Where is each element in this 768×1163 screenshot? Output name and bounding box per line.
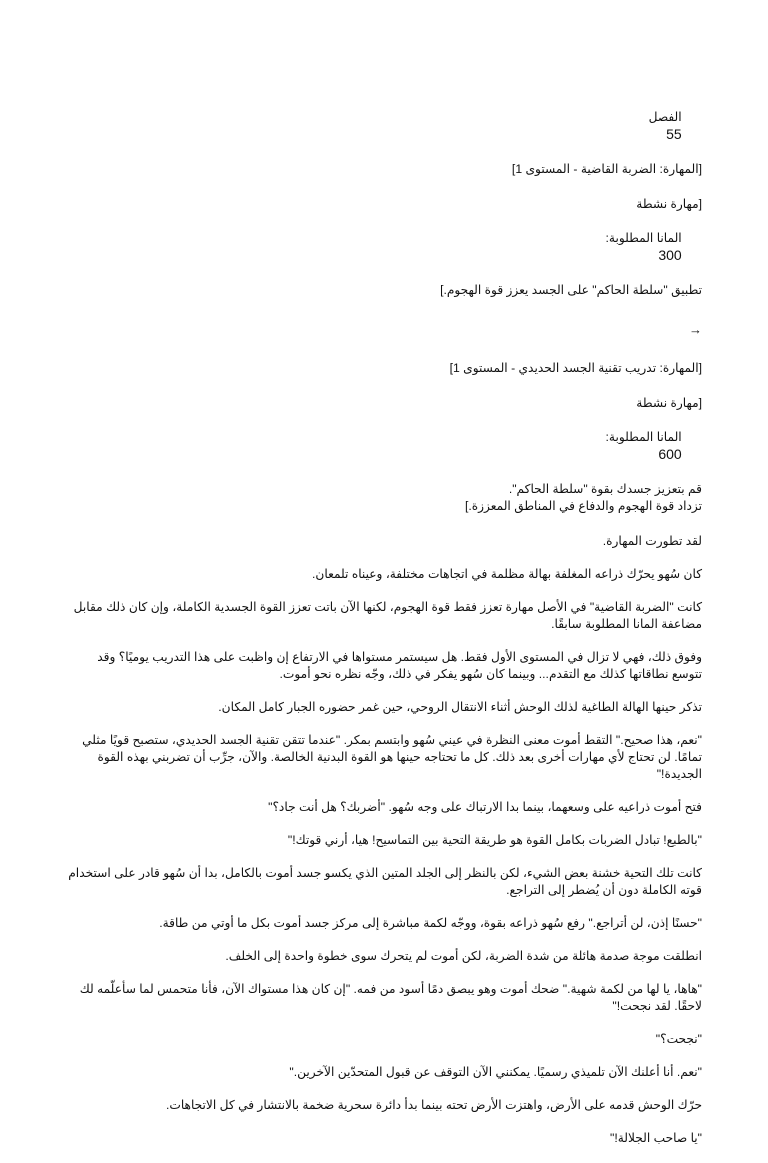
paragraph: وفوق ذلك، فهي لا تزال في المستوى الأول فقط. هل سيستمر مستواها في الارتفاع إن واظبت على هذا التدريب يوميًا؟ وقد تتوسع نطاقاتها كذلك مع التقدم... وبينما كان سُهو يفكر في ذلك، وجّه نظره نحو أموت. bbox=[97, 650, 702, 681]
skill2-effect-2: تزداد قوة الهجوم والدفاع في المناطق المعززة.] bbox=[465, 499, 702, 513]
skill1-mana-value: 300 bbox=[658, 247, 682, 263]
paragraph: "حسنًا إذن، لن أتراجع." رفع سُهو ذراعه بقوة، ووجّه لكمة مباشرة إلى مركز جسد أموت بكل ما أوتي من طاقة. bbox=[159, 916, 702, 930]
skill2-type: [مهارة نشطة bbox=[636, 396, 702, 410]
paragraph: لقد تطورت المهارة. bbox=[602, 534, 702, 548]
paragraph: "نعم، هذا صحيح." التقط أموت معنى النظرة في عيني سُهو وابتسم بمكر. "عندما تتقن تقنية الجسد الحديدي، ستصبح قويًا مثلي تمامًا. لن تحتاج لأي مهارات أخرى بعد ذلك. كل ما تحتاجه حينها هو القوة البدنية الخالصة. والآن، جرِّب أن تضربني بهذه القوة الجديدة!" bbox=[82, 733, 702, 781]
document-page bbox=[66, 92, 702, 1163]
arrow-symbol: → bbox=[689, 322, 702, 337]
chapter-number: 55 bbox=[666, 126, 682, 142]
paragraph: "يا صاحب الجلالة!" bbox=[610, 1131, 702, 1145]
skill1-type: [مهارة نشطة bbox=[636, 197, 702, 211]
skill2-title: [المهارة: تدريب تقنية الجسد الحديدي - المستوى 1] bbox=[449, 361, 702, 375]
skill2-mana-value: 600 bbox=[658, 446, 682, 462]
chapter-heading bbox=[66, 92, 702, 178]
skill2-box bbox=[66, 360, 702, 515]
paragraph: فتح أموت ذراعيه على وسعهما، بينما بدا الارتباك على وجه سُهو. "أضربك؟ هل أنت جاد؟" bbox=[268, 800, 702, 814]
paragraph: تذكر حينها الهالة الطاغية لذلك الوحش أثناء الانتقال الروحي، حين غمر حضوره الجبار كامل المكان. bbox=[218, 700, 702, 714]
paragraph: حرّك الوحش قدمه على الأرض، واهتزت الأرض تحته بينما بدأ دائرة سحرية ضخمة بالانتشار في كل الاتجاهات. bbox=[165, 1098, 702, 1112]
paragraph: كانت "الضربة القاضية" في الأصل مهارة تعزز فقط قوة الهجوم، لكنها الآن باتت تعزز القوة الجسدية الكاملة، وإن كان ذلك مقابل مضاعفة المانا المطلوبة سابقًا. bbox=[73, 600, 702, 631]
skill1-effect: تطبيق "سلطة الحاكم" على الجسد يعزز قوة الهجوم.] bbox=[440, 283, 702, 297]
skill1-title: [المهارة: الضربة القاضية - المستوى 1] bbox=[511, 162, 702, 176]
chapter-label: الفصل bbox=[648, 110, 682, 124]
skill2-mana-label: المانا المطلوبة: bbox=[605, 430, 682, 444]
skill2-effect-1: قم بتعزيز جسدك بقوة "سلطة الحاكم". bbox=[508, 482, 702, 496]
skill1-box bbox=[66, 196, 702, 299]
paragraph: كانت تلك التحية خشنة بعض الشيء، لكن بالنظر إلى الجلد المتين الذي يكسو جسد أموت بالكامل، بدا أن سُهو قادر على استخدام قوته الكاملة دون أن يُضطر إلى التراجع. bbox=[68, 866, 702, 897]
skill1-mana-label: المانا المطلوبة: bbox=[605, 231, 682, 245]
paragraph: "نعم. أنا أعلنك الآن تلميذي رسميًا. يمكنني الآن التوقف عن قبول المتحدّين الآخرين." bbox=[289, 1065, 702, 1079]
paragraph: "بالطبع! تبادل الضربات بكامل القوة هو طريقة التحية بين التماسيح! هيا، أرني قوتك!" bbox=[287, 833, 702, 847]
paragraph: "هاها، يا لها من لكمة شهية." ضحك أموت وهو يبصق دمًا أسود من فمه. "إن كان هذا مستواك الآن، فأنا متحمس لما سأعلّمه لك لاحقًا. لقد نجحت!" bbox=[79, 982, 702, 1013]
paragraph: انطلقت موجة صدمة هائلة من شدة الضربة، لكن أموت لم يتحرك سوى خطوة واحدة إلى الخلف. bbox=[225, 949, 702, 963]
paragraph: كان سُهو يحرّك ذراعه المغلفة بهالة مظلمة في اتجاهات مختلفة، وعيناه تلمعان. bbox=[312, 567, 702, 581]
paragraph: "نجحت؟" bbox=[655, 1032, 702, 1046]
